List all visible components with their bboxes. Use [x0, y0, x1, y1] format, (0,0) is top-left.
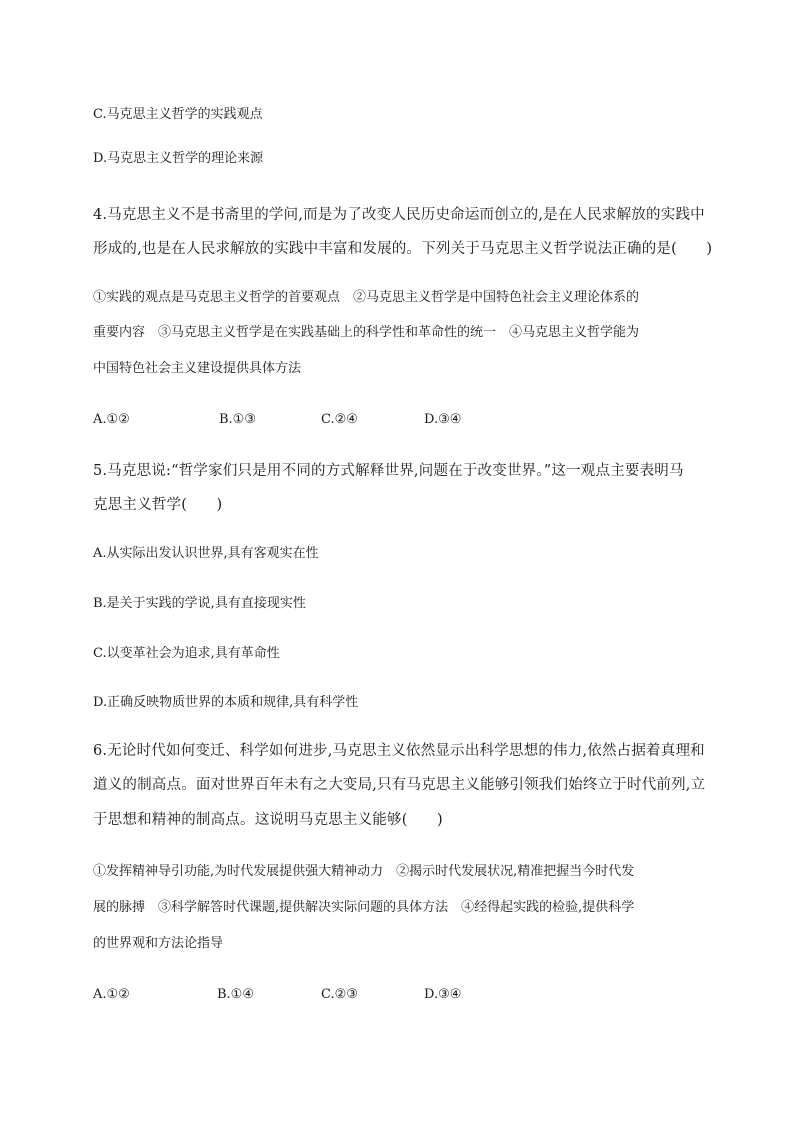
q6-stem-line-1: 6.无论时代如何变迁、科学如何进步,马克思主义依然显示出科学思想的伟力,依然占据着真理和	[93, 743, 705, 759]
q4-stem-line-2: 形成的,也是在人民求解放的实践中丰富和发展的。下列关于马克思主义哲学说法正确的是( )	[93, 241, 713, 257]
q4-stem-line-1: 4.马克思主义不是书斋里的学问,而是为了改变人民历史命运而创立的,是在人民求解放的实践中	[93, 207, 705, 223]
q5-option-a: A.从实际出发认识世界,具有客观实在性	[93, 546, 319, 561]
q4-choice-a: A.①②	[93, 412, 130, 427]
q5-option-d: D.正确反映物质世界的本质和规律,具有科学性	[93, 695, 359, 710]
q6-choice-a: A.①②	[93, 987, 130, 1002]
q5-option-b: B.是关于实践的学说,具有直接现实性	[93, 596, 306, 611]
q4-choice-d: D.③④	[424, 412, 462, 427]
q6-choice-d: D.③④	[424, 987, 462, 1002]
q5-stem-line-2: 克思主义哲学( )	[93, 497, 223, 513]
q6-statements-line-1: ①发挥精神导引功能,为时代发展提供强大精神动力 ②揭示时代发展状况,精准把握当今时代发	[93, 864, 635, 879]
q3-option-c: C.马克思主义哲学的实践观点	[93, 107, 263, 122]
q4-statements-line-3: 中国特色社会主义建设提供具体方法	[93, 361, 302, 376]
q4-choice-b: B.①③	[219, 412, 256, 427]
q5-option-c: C.以变革社会为追求,具有革命性	[93, 646, 280, 661]
q3-option-d: D.马克思主义哲学的理论来源	[93, 151, 264, 166]
q6-choice-b: B.①④	[217, 987, 254, 1002]
q4-choice-c: C.②④	[321, 412, 358, 427]
q6-statements-line-3: 的世界观和方法论指导	[93, 936, 224, 951]
q6-choice-c: C.②③	[321, 987, 358, 1002]
q4-statements-line-1: ①实践的观点是马克思主义哲学的首要观点 ②马克思主义哲学是中国特色社会主义理论体系的	[93, 290, 640, 305]
q6-stem-line-3: 于思想和精神的制高点。这说明马克思主义能够( )	[93, 812, 443, 828]
q6-statements-line-2: 展的脉搏 ③科学解答时代课题,提供解决实际问题的具体方法 ④经得起实践的检验,提供科学	[93, 900, 635, 915]
q6-stem-line-2: 道义的制高点。面对世界百年未有之大变局,只有马克思主义能够引领我们始终立于时代前列,立	[93, 777, 706, 793]
q5-stem-line-1: 5.马克思说:“哲学家们只是用不同的方式解释世界,问题在于改变世界。”这一观点主要表明马	[93, 463, 684, 479]
q4-statements-line-2: 重要内容 ③马克思主义哲学是在实践基础上的科学性和革命性的统一 ④马克思主义哲学能为	[93, 325, 640, 340]
